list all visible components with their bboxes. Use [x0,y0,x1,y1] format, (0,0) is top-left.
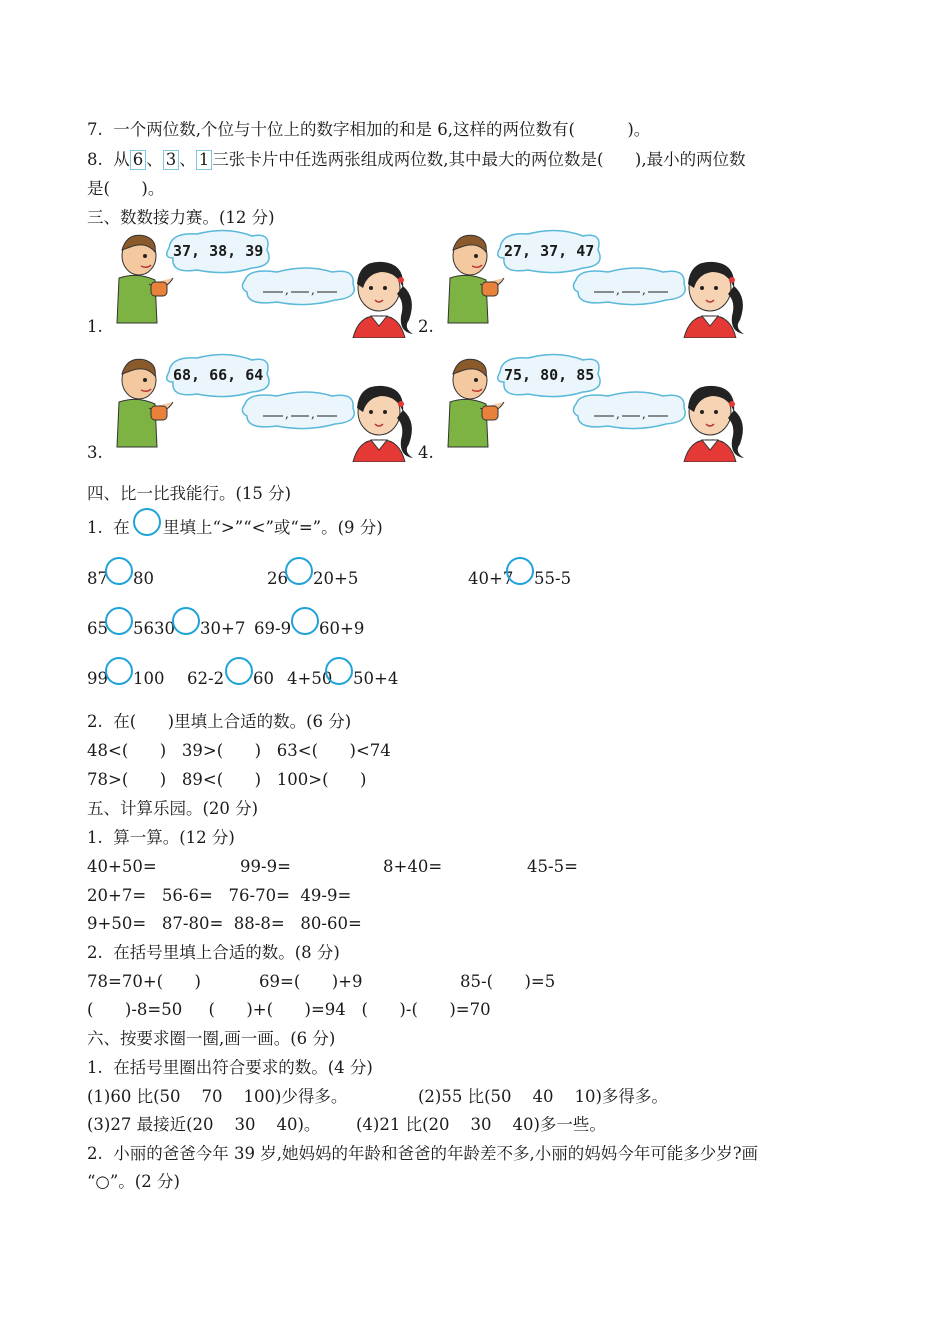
speech-bubble-girl [573,392,685,429]
compare-circle[interactable] [225,657,253,685]
svg-text:,: , [642,283,646,297]
compare-circle[interactable] [291,607,319,635]
bubble-text-1: 37, 38, 39 [173,242,264,260]
q4-1-prefix: 1. 在 [87,518,130,537]
compare-left: 4+50 [287,669,333,688]
question-8 [87,148,746,172]
card-3: 3 [163,150,180,170]
q8-suffix: 三张卡片中任选两张组成两位数,其中最大的两位数是( ),最小的两位数 [212,150,746,169]
section-5-title: 五、计算乐园。(20 分) [87,799,259,818]
compare-circle[interactable] [325,657,353,685]
q6-1-item-4: (4)21 比(20 30 40)多一些。 [356,1115,606,1134]
relay-scene-3 [87,352,407,462]
section-6-title: 六、按要求圈一圈,画一画。(6 分) [87,1029,336,1048]
calc-item: 8+40= [383,857,443,876]
svg-text:,: , [285,407,289,421]
q6-1-item-1: (1)60 比(50 70 100)少得多。 [87,1087,348,1106]
q6-1: 1. 在括号里圈出符合要求的数。(4 分) [87,1058,373,1077]
compare-right: 50+4 [353,669,399,688]
calc-row-2: 20+7= 56-6= 76-70= 49-9= [87,886,352,905]
q6-1-item-3: (3)27 最接近(20 30 40)。 [87,1115,321,1134]
relay-label-1: 1. [87,317,103,336]
compare-left: 69-9 [254,619,292,638]
q8-prefix: 8. 从 [87,150,130,169]
speech-bubble-girl [573,268,685,305]
fill-item: 85-( )=5 [460,972,556,991]
q6-2-line1: 2. 小丽的爸爸今年 39 岁,她妈妈的年龄和爸爸的年龄差不多,小丽的妈妈今年可能多少岁?画 [87,1144,759,1163]
card-6: 6 [130,150,147,170]
bubble-text-3: 68, 66, 64 [173,366,264,384]
svg-text:,: , [642,407,646,421]
svg-text:,: , [616,407,620,421]
card-1: 1 [196,150,213,170]
compare-circle[interactable] [506,557,534,585]
compare-left: 87 [87,569,108,588]
girl-illustration [684,386,744,462]
svg-text:,: , [311,407,315,421]
compare-circle[interactable] [105,607,133,635]
compare-right: 100 [133,669,165,688]
relay-scene-1 [87,228,407,338]
calc-item: 99-9= [240,857,291,876]
compare-right: 60 [253,669,274,688]
question-8-line2: 是( )。 [87,179,165,198]
q4-2: 2. 在( )里填上合适的数。(6 分) [87,712,352,731]
relay-scene-4 [418,352,738,462]
calc-item: 40+50= [87,857,157,876]
fill-item: 78=70+( ) [87,972,201,991]
q6-2-line2: “○”。(2 分) [87,1172,180,1191]
boy-illustration [117,359,173,447]
bubble-text-4: 75, 80, 85 [504,366,595,384]
compare-left: 65 [87,619,108,638]
compare-right: 5630 [133,619,175,638]
q8-sep: 、 [146,150,163,169]
boy-illustration [117,235,173,323]
fill-item: 69=( )+9 [259,972,363,991]
speech-bubble-girl [242,392,354,429]
calc-row-3: 9+50= 87-80= 88-8= 80-60= [87,914,362,933]
section-4-title: 四、比一比我能行。(15 分) [87,484,292,503]
compare-circle[interactable] [105,557,133,585]
section-3-title: 三、数数接力赛。(12 分) [87,208,275,227]
calc-item: 45-5= [527,857,578,876]
q4-2-row2: 78>( ) 89<( ) 100>( ) [87,770,367,789]
girl-illustration [353,262,413,338]
compare-left: 62-2 [187,669,225,688]
relay-label-3: 3. [87,443,103,462]
q4-1-text: 里填上“>”“<”或“=”。(9 分) [163,518,383,537]
compare-circle[interactable] [172,607,200,635]
compare-left: 40+7 [468,569,514,588]
bubble-text-2: 27, 37, 47 [504,242,595,260]
relay-scene-2 [418,228,738,338]
compare-right: 55-5 [534,569,572,588]
q8-sep: 、 [179,150,196,169]
girl-illustration [353,386,413,462]
compare-right: 20+5 [313,569,359,588]
q5-2: 2. 在括号里填上合适的数。(8 分) [87,943,340,962]
compare-circle[interactable] [105,657,133,685]
boy-illustration [448,359,504,447]
compare-circle[interactable] [285,557,313,585]
q5-1: 1. 算一算。(12 分) [87,828,235,847]
svg-text:,: , [311,283,315,297]
q4-2-row1: 48<( ) 39>( ) 63<( )<74 [87,741,391,760]
compare-right: 30+7 [200,619,246,638]
compare-left: 26 [267,569,288,588]
svg-text:,: , [616,283,620,297]
boy-illustration [448,235,504,323]
fill-row-2: ( )-8=50 ( )+( )=94 ( )-( )=70 [87,1000,491,1019]
speech-bubble-girl [242,268,354,305]
svg-text:,: , [285,283,289,297]
compare-circle [133,508,161,536]
relay-label-4: 4. [418,443,434,462]
compare-right: 80 [133,569,154,588]
compare-right: 60+9 [319,619,365,638]
q6-1-item-2: (2)55 比(50 40 10)多得多。 [418,1087,668,1106]
relay-label-2: 2. [418,317,434,336]
question-7: 7. 一个两位数,个位与十位上的数字相加的和是 6,这样的两位数有( )。 [87,120,651,139]
girl-illustration [684,262,744,338]
compare-left: 99 [87,669,108,688]
